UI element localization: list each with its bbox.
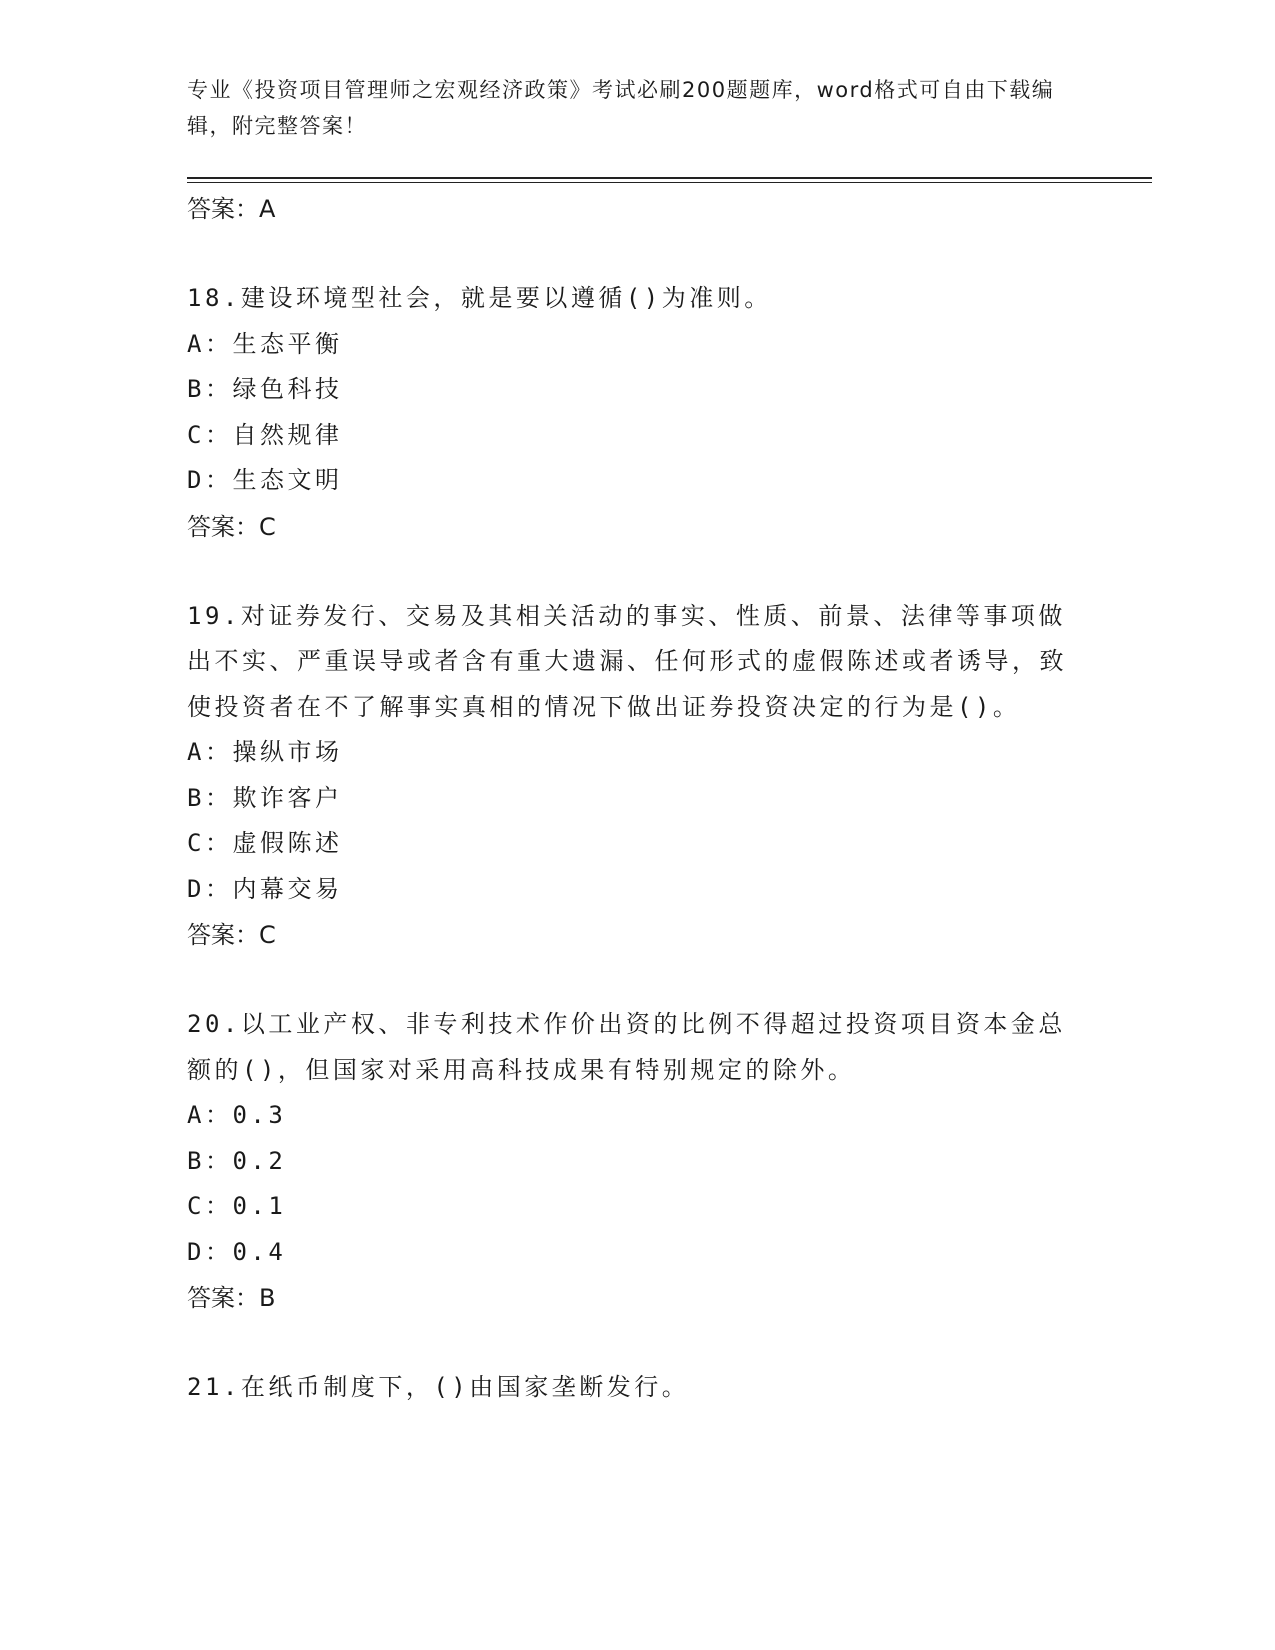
question-block bbox=[187, 1365, 1087, 1411]
option-c: C：自然规律 bbox=[187, 420, 343, 449]
question-block bbox=[187, 594, 1087, 959]
page-header: 专业《投资项目管理师之宏观经济政策》考试必刷200题题库，word格式可自由下载编辑，附完整答案！ bbox=[187, 78, 1055, 138]
answer-line: 答案：C bbox=[187, 921, 276, 949]
answer-line: 答案：A bbox=[187, 195, 276, 223]
option-b: B：绿色科技 bbox=[187, 375, 343, 403]
answer-line: 答案：C bbox=[187, 512, 276, 541]
question-text: 21.在纸币制度下，()由国家垄断发行。 bbox=[187, 1373, 690, 1401]
question-text: 19.对证券发行、交易及其相关活动的事实、性质、前景、法律等事项做出不实、严重误导或者含有重大遗漏、任何形式的虚假陈述或者诱导，致使投资者在不了解事实真相的情况下做出证券投资决定的行为是()。 bbox=[187, 601, 1067, 721]
option-b: B：0.2 bbox=[187, 1146, 287, 1175]
option-d: D：内幕交易 bbox=[187, 874, 343, 903]
header-divider-thin bbox=[187, 182, 1152, 183]
answer-line: 答案：B bbox=[187, 1284, 276, 1312]
header-divider-thick bbox=[187, 177, 1152, 179]
option-a: A：0.3 bbox=[187, 1101, 287, 1129]
question-text: 18.建设环境型社会，就是要以遵循()为准则。 bbox=[187, 284, 772, 312]
option-c: C：虚假陈述 bbox=[187, 829, 343, 857]
option-c: C：0.1 bbox=[187, 1192, 287, 1220]
option-d: D：0.4 bbox=[187, 1237, 287, 1266]
option-d: D：生态文明 bbox=[187, 466, 343, 494]
question-block bbox=[187, 1002, 1087, 1321]
option-a: A：生态平衡 bbox=[187, 329, 343, 358]
question-text: 20.以工业产权、非专利技术作价出资的比例不得超过投资项目资本金总额的()，但国家对采用高科技成果有特别规定的除外。 bbox=[187, 1010, 1066, 1084]
question-block bbox=[187, 276, 1087, 550]
option-b: B：欺诈客户 bbox=[187, 783, 343, 812]
question-list bbox=[187, 186, 1087, 1411]
option-a: A：操纵市场 bbox=[187, 738, 343, 766]
